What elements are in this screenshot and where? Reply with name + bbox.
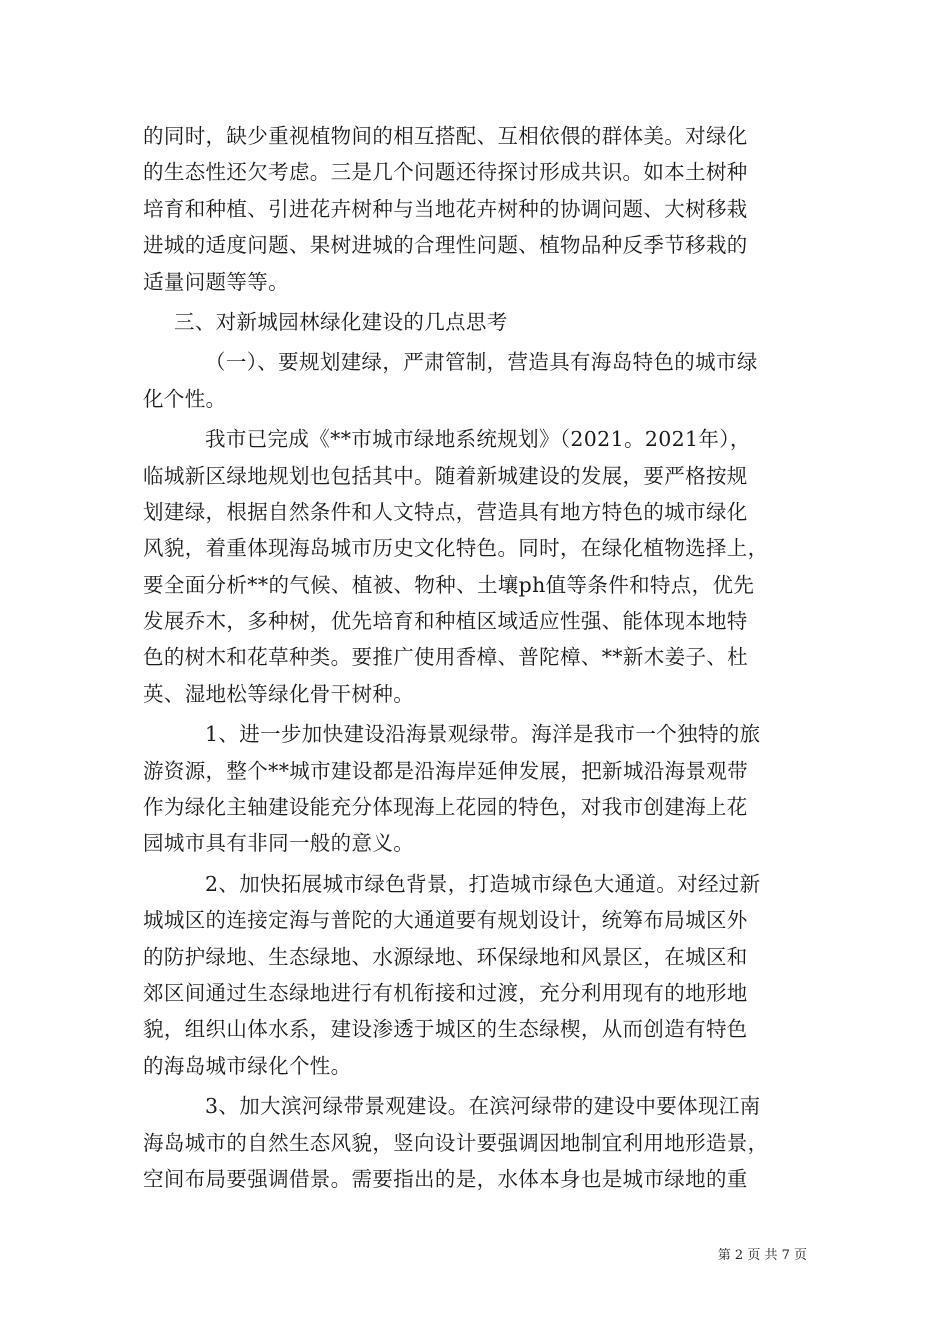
text-line: 的生态性还欠考虑。三是几个问题还待探讨形成共识。如本土树种: [143, 160, 748, 185]
text-line: 2、加快拓展城市绿色背景，打造城市绿色大通道。对经过新: [205, 871, 761, 896]
subsection-heading: [143, 344, 807, 417]
text-line: 貌，组织山体水系，建设渗透于城区的生态绿楔，从而创造有特色: [143, 1017, 748, 1042]
text-line: 的同时，缺少重视植物间的相互搭配、互相依偎的群体美。对绿化: [143, 124, 748, 148]
text-line: 作为绿化主轴建设能充分体现海上花园的特色，对我市创建海上花: [143, 795, 748, 820]
text-line: 划建绿，根据自然条件和人文特点，营造具有地方特色的城市绿化: [143, 499, 748, 524]
text-line: 海岛城市的自然生态风貌，竖向设计要强调因地制宜利用地形造景，: [143, 1130, 769, 1155]
paragraph: [143, 118, 807, 300]
paragraph: [143, 716, 807, 862]
paragraph: [143, 1088, 807, 1197]
text-line: 英、湿地松等绿化骨干树种。: [143, 681, 415, 706]
text-line: 要全面分析**的气候、植被、物种、土壤ph值等条件和特点，优先: [143, 572, 755, 597]
text-line: 园城市具有非同一般的意义。: [143, 831, 415, 856]
text-line: 适量问题等等。: [143, 269, 289, 294]
text-line: 风貌，着重体现海岛城市历史文化特色。同时，在绿化植物选择上，: [143, 536, 769, 561]
text-line: 临城新区绿地规划也包括其中。随着新城建设的发展，要严格按规: [143, 463, 748, 488]
text-line: 进城的适度问题、果树进城的合理性问题、植物品种反季节移栽的: [143, 233, 748, 258]
text-line: 1、进一步加快建设沿海景观绿带。海洋是我市一个独特的旅: [205, 722, 761, 747]
text-line: 3、加大滨河绿带景观建设。在滨河绿带的建设中要体现江南: [205, 1094, 761, 1119]
text-line: 培育和种植、引进花卉树种与当地花卉树种的协调问题、大树移栽: [143, 196, 748, 221]
section-heading: [143, 304, 807, 340]
text-line: 发展乔木，多种树，优先培育和种植区域适应性强、能体现本地特: [143, 609, 748, 634]
text-line: 空间布局要强调借景。需要指出的是，水体本身也是城市绿地的重: [143, 1166, 748, 1191]
page-number-footer: 第 2 页 共 7 页: [717, 1248, 807, 1263]
text-line: 色的树木和花草种类。要推广使用香樟、普陀樟、**新木姜子、杜: [143, 645, 748, 670]
paragraph: [143, 866, 807, 1084]
text-line: 的海岛城市绿化个性。: [143, 1053, 352, 1078]
text-line: 游资源，整个**城市建设都是沿海岸延伸发展，把新城沿海景观带: [143, 758, 748, 783]
text-line: 郊区间通过生态绿地进行有机衔接和过渡，充分利用现有的地形地: [143, 980, 748, 1005]
text-line: 化个性。: [143, 386, 227, 411]
text-line: 我市已完成《**市城市绿地系统规划》（2021。2021年），: [205, 427, 751, 452]
text-line: 城城区的连接定海与普陀的大通道要有规划设计，统筹布局城区外: [143, 908, 748, 933]
paragraph: [143, 421, 807, 712]
text-line: 三、对新城园林绿化建设的几点思考: [174, 309, 508, 334]
text-line: 的防护绿地、生态绿地、水源绿地、环保绿地和风景区，在城区和: [143, 944, 748, 969]
document-body: [143, 118, 807, 1197]
text-line: （一）、要规划建绿，严肃管制，营造具有海岛特色的城市绿: [205, 350, 758, 375]
